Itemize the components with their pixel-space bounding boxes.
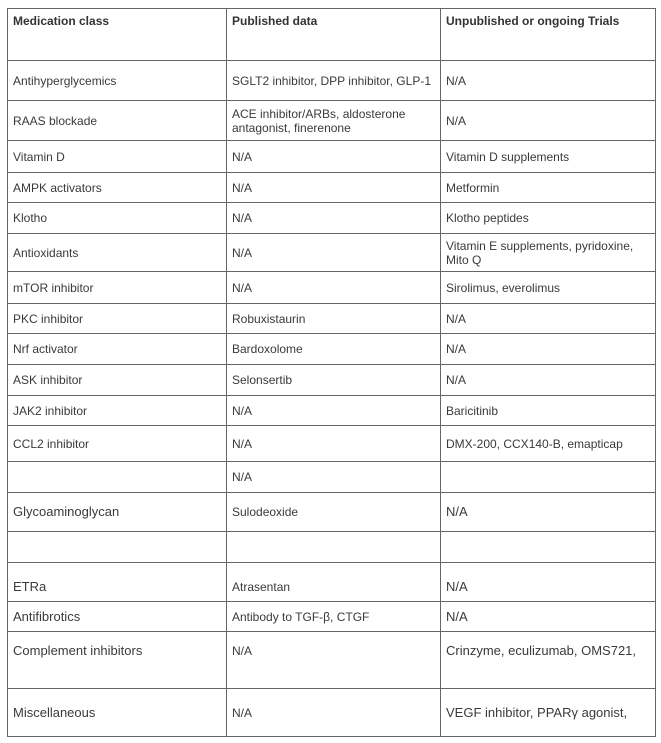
unpublished-trials-cell: Metformin [441, 173, 656, 203]
unpublished-trials-cell: N/A [441, 304, 656, 334]
medication-class-cell: ASK inhibitor [8, 365, 227, 396]
unpublished-trials-cell: N/A [441, 101, 656, 141]
published-data-cell [227, 532, 441, 563]
medication-class-cell: AMPK activators [8, 173, 227, 203]
published-data-cell: N/A [227, 272, 441, 304]
unpublished-trials-cell: Klotho peptides [441, 203, 656, 234]
medication-class-cell: Antihyperglycemics [8, 61, 227, 101]
published-data-cell: N/A [227, 141, 441, 173]
table-row [8, 689, 656, 737]
medication-class-cell [8, 462, 227, 493]
published-data-cell: Robuxistaurin [227, 304, 441, 334]
header-published-data: Published data [227, 9, 441, 61]
table-row [8, 532, 656, 563]
table-row [8, 272, 656, 304]
table-row [8, 365, 656, 396]
unpublished-trials-cell: Vitamin E supplements, pyridoxine, Mito Q [441, 234, 656, 272]
header-row [8, 9, 656, 61]
table-row [8, 426, 656, 462]
unpublished-trials-cell: Crinzyme, eculizumab, OMS721, [441, 632, 656, 689]
published-data-cell: N/A [227, 396, 441, 426]
published-data-cell: N/A [227, 203, 441, 234]
table-row [8, 493, 656, 532]
table-row [8, 602, 656, 632]
medication-table [7, 8, 656, 737]
table-row [8, 462, 656, 493]
unpublished-trials-cell: N/A [441, 61, 656, 101]
unpublished-trials-cell: Baricitinib [441, 396, 656, 426]
unpublished-trials-cell: Sirolimus, everolimus [441, 272, 656, 304]
medication-class-cell: Vitamin D [8, 141, 227, 173]
header-medication-class: Medication class [8, 9, 227, 61]
published-data-cell: N/A [227, 173, 441, 203]
unpublished-trials-cell [441, 532, 656, 563]
published-data-cell: N/A [227, 462, 441, 493]
medication-class-cell: Complement inhibitors [8, 632, 227, 689]
header-unpublished-trials: Unpublished or ongoing Trials [441, 9, 656, 61]
unpublished-trials-cell: VEGF inhibitor, PPARγ agonist, [441, 689, 656, 737]
unpublished-trials-cell [441, 462, 656, 493]
published-data-cell: N/A [227, 632, 441, 689]
table-row [8, 563, 656, 602]
published-data-cell: N/A [227, 234, 441, 272]
published-data-cell: Selonsertib [227, 365, 441, 396]
published-data-cell: Sulodeoxide [227, 493, 441, 532]
unpublished-trials-cell: N/A [441, 563, 656, 602]
published-data-cell: N/A [227, 426, 441, 462]
medication-class-cell: CCL2 inhibitor [8, 426, 227, 462]
table-row [8, 141, 656, 173]
unpublished-trials-cell: N/A [441, 602, 656, 632]
unpublished-trials-cell: N/A [441, 334, 656, 365]
published-data-cell: Bardoxolome [227, 334, 441, 365]
medication-class-cell: Miscellaneous [8, 689, 227, 737]
unpublished-trials-cell: N/A [441, 493, 656, 532]
table-row [8, 61, 656, 101]
table-row [8, 234, 656, 272]
medication-class-cell: Nrf activator [8, 334, 227, 365]
table-row [8, 334, 656, 365]
unpublished-trials-cell: N/A [441, 365, 656, 396]
medication-class-cell: PKC inhibitor [8, 304, 227, 334]
medication-class-cell: mTOR inhibitor [8, 272, 227, 304]
published-data-cell: Antibody to TGF-β, CTGF [227, 602, 441, 632]
table-row [8, 304, 656, 334]
medication-class-cell: Glycoaminoglycan [8, 493, 227, 532]
table-row [8, 101, 656, 141]
published-data-cell: ACE inhibitor/ARBs, aldosterone antagonist, finerenone [227, 101, 441, 141]
table-row [8, 173, 656, 203]
medication-class-cell [8, 532, 227, 563]
unpublished-trials-cell: Vitamin D supplements [441, 141, 656, 173]
published-data-cell: N/A [227, 689, 441, 737]
medication-class-cell: ETRa [8, 563, 227, 602]
table-row [8, 632, 656, 689]
published-data-cell: Atrasentan [227, 563, 441, 602]
medication-class-cell: JAK2 inhibitor [8, 396, 227, 426]
medication-class-cell: Antioxidants [8, 234, 227, 272]
published-data-cell: SGLT2 inhibitor, DPP inhibitor, GLP-1 [227, 61, 441, 101]
medication-class-cell: RAAS blockade [8, 101, 227, 141]
table-row [8, 396, 656, 426]
table-row [8, 203, 656, 234]
medication-class-cell: Antifibrotics [8, 602, 227, 632]
unpublished-trials-cell: DMX-200, CCX140-B, emapticap [441, 426, 656, 462]
medication-class-cell: Klotho [8, 203, 227, 234]
